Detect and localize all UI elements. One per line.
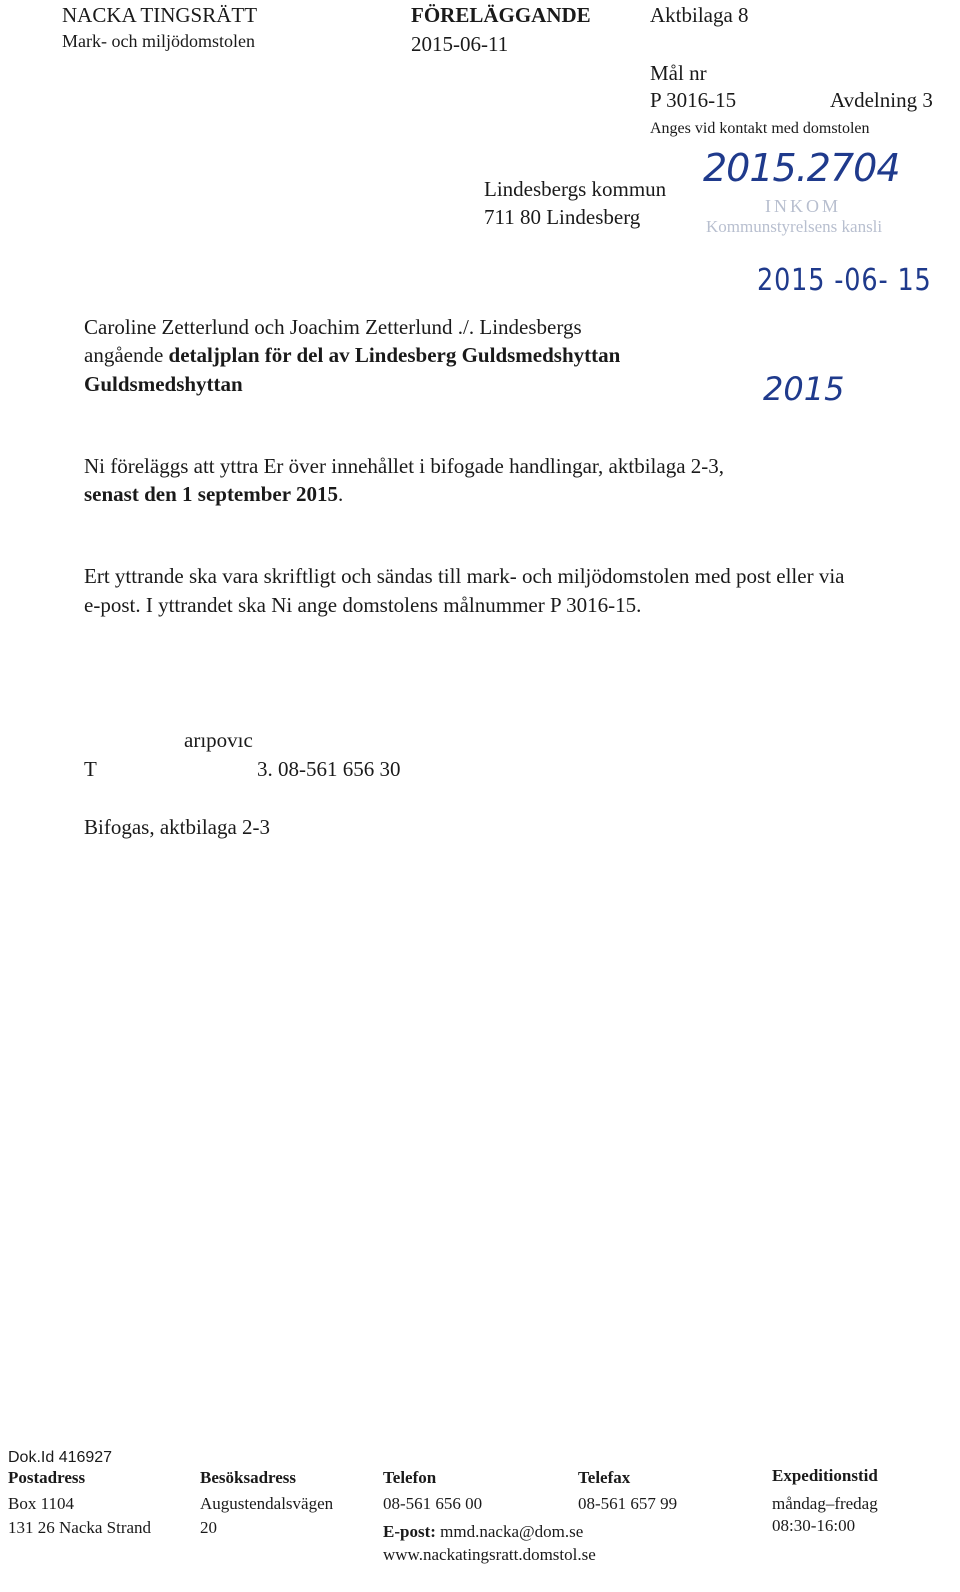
email-line [383, 1522, 583, 1542]
office-hours-label: Expeditionstid [772, 1466, 878, 1485]
signature-phone-prefix: T [84, 757, 97, 781]
subject-prefix: angående [84, 343, 169, 367]
court-division: Mark- och miljödomstolen [62, 31, 255, 51]
email-label: E-post: [383, 1522, 436, 1541]
deadline-period: . [337, 482, 344, 506]
handwritten-registration-number: 2015.2704 [703, 146, 900, 190]
deadline: senast den 1 september 2015 [84, 482, 338, 506]
postal-address-line2: 131 26 Nacka Strand [8, 1518, 152, 1537]
case-number: P 3016-15 [650, 88, 737, 112]
phone-label: Telefon [383, 1468, 437, 1487]
received-stamp-line2: Kommunstyrelsens kansli [706, 217, 883, 236]
recipient-name: Lindesbergs kommun [484, 177, 667, 201]
document-date: 2015-06-11 [411, 32, 509, 56]
department: Avdelning 3 [830, 88, 933, 112]
handwritten-year: 2015 [763, 370, 845, 408]
attachment-number: Aktbilaga 8 [650, 3, 749, 27]
phone-number: 08-561 656 00 [383, 1494, 483, 1513]
visit-address-line1: Augustendalsvägen [200, 1494, 334, 1513]
office-hours-time: 08:30-16:00 [772, 1516, 856, 1535]
document-type: FÖRELÄGGANDE [411, 3, 591, 27]
contact-note: Anges vid kontakt med domstolen [650, 120, 870, 137]
attachments-note: Bifogas, aktbilaga 2-3 [84, 815, 271, 839]
subject-parties: Caroline Zetterlund och Joachim Zetterlund ./. Lindesbergs [84, 315, 582, 339]
subject-title: detaljplan för del av Lindesberg Guldsmedshyttan [168, 343, 621, 367]
subject-matter [84, 343, 620, 368]
received-stamp-line1: INKOM [765, 196, 841, 216]
signature-phone: 3. 08-561 656 30 [257, 757, 401, 781]
fax-number: 08-561 657 99 [578, 1494, 678, 1513]
court-name: NACKA TINGSRÄTT [62, 3, 258, 27]
subject-location: Guldsmedshyttan [84, 372, 243, 396]
postal-address-label: Postadress [8, 1468, 86, 1487]
instructions-line1: Ert yttrande ska vara skriftligt och sändas till mark- och miljödomstolen med post eller via [84, 564, 845, 588]
postal-address-line1: Box 1104 [8, 1494, 74, 1513]
case-label: Mål nr [650, 61, 707, 85]
email-address[interactable]: mmd.nacka@dom.se [440, 1522, 584, 1541]
date-stamp: 2015 -06- 15 [757, 263, 932, 298]
website-link[interactable]: www.nackatingsratt.domstol.se [383, 1545, 596, 1564]
fax-label: Telefax [578, 1468, 631, 1487]
visit-address-label: Besöksadress [200, 1468, 297, 1487]
visit-address-line2: 20 [200, 1518, 217, 1537]
document-id: Dok.Id 416927 [8, 1449, 113, 1466]
order-paragraph-line2 [84, 482, 343, 507]
instructions-line2: e-post. I yttrandet ska Ni ange domstolens målnummer P 3016-15. [84, 593, 642, 617]
office-hours-days: måndag–fredag [772, 1494, 878, 1513]
order-paragraph-line1: Ni föreläggs att yttra Er över innehållet i bifogade handlingar, aktbilaga 2-3, [84, 454, 725, 478]
signature-name-fragment: arıpovıc [184, 728, 253, 752]
recipient-address: 711 80 Lindesberg [484, 205, 641, 229]
